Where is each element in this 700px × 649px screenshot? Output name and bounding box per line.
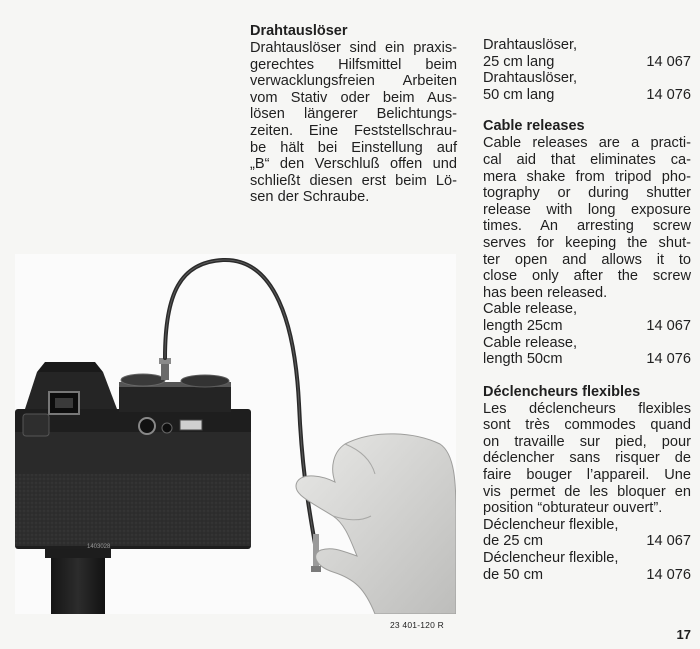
english-line: serves for keeping the shut- — [483, 234, 691, 251]
german-line: zeiten. Eine Feststellschrau- — [250, 122, 457, 139]
shutter-dial — [121, 374, 165, 386]
rewind-crank — [181, 375, 229, 387]
german-section — [250, 22, 457, 206]
german-line: Drahtauslöser sind ein praxis- — [250, 40, 457, 56]
english-paragraph — [483, 135, 691, 367]
item-number: 14 067 — [646, 317, 691, 334]
camera-illustration — [15, 254, 456, 614]
french-line: faire bouger l’appareil. Une — [483, 467, 691, 484]
german-line: gerechtes Hilfsmittel beim — [250, 56, 457, 73]
german-heading: Drahtauslöser — [250, 23, 348, 39]
french-line: sont très commodes quand — [483, 417, 691, 434]
german-line: „B“ den Verschluß offen und — [250, 156, 457, 173]
item-name: Cable release, — [483, 334, 578, 351]
page-number: 17 — [676, 627, 691, 642]
german-line: be hält bei Einstellung auf — [250, 139, 457, 156]
item-number: 14 067 — [646, 53, 691, 70]
item-number: 14 067 — [646, 533, 691, 550]
item-name: Drahtauslöser, — [483, 37, 578, 53]
french-paragraph — [483, 401, 691, 584]
english-heading: Cable releases — [483, 118, 585, 135]
english-line: ter open and allows it to — [483, 251, 691, 268]
french-heading: Déclencheurs flexibles — [483, 383, 641, 400]
english-line: times. An arresting screw — [483, 218, 691, 235]
english-line: close only after the screw — [483, 268, 691, 285]
item-name: length 50cm — [483, 351, 563, 368]
item-number: 14 076 — [646, 566, 691, 583]
item-number: 14 076 — [646, 351, 691, 368]
photo-caption: 23 401-120 R — [390, 620, 444, 630]
french-line: on travaille sur pied, pour — [483, 433, 691, 450]
item-name: de 50 cm — [483, 566, 544, 583]
camera-photo — [15, 254, 456, 614]
item-name: de 25 cm — [483, 533, 544, 550]
german-line: schließt diesen erst beim Lö- — [250, 172, 457, 189]
right-column — [483, 37, 691, 583]
english-line: tography or during shutter — [483, 185, 691, 202]
german-order-list — [483, 37, 691, 103]
french-line: déclencher sans risquer de — [483, 450, 691, 467]
item-name: length 25cm — [483, 317, 563, 334]
item-name: Déclencheur flexible, — [483, 550, 619, 567]
item-name: 50 cm lang — [483, 86, 555, 103]
french-line: Les déclencheurs flexibles — [483, 400, 691, 417]
french-line: vis permet de les bloquer en — [483, 483, 691, 500]
french-line: position “obturateur ouvert”. — [483, 500, 663, 517]
english-line: Cable releases are a practi- — [483, 135, 691, 152]
english-line: mera shake from tripod pho- — [483, 168, 691, 185]
english-line: has been released. — [483, 284, 608, 301]
camera-leatherette — [15, 474, 251, 546]
german-paragraph — [250, 40, 457, 206]
english-line: cal aid that eliminates ca- — [483, 151, 691, 168]
item-name: Cable release, — [483, 301, 578, 318]
german-line: sen der Schraube. — [250, 189, 370, 206]
item-number: 14 076 — [646, 86, 691, 103]
serial-engraving: 1403028 — [87, 544, 111, 550]
german-line: vom Stativ oder beim Aus- — [250, 89, 457, 106]
german-line: lösen längerer Belichtungs- — [250, 106, 457, 123]
tripod-column — [51, 554, 105, 614]
hand — [296, 434, 456, 614]
item-name: Drahtauslöser, — [483, 70, 578, 87]
german-line: verwacklungsfreien Arbeiten — [250, 73, 457, 90]
item-name: Déclencheur flexible, — [483, 516, 619, 533]
item-name: 25 cm lang — [483, 53, 555, 70]
release-socket — [161, 362, 169, 380]
english-line: release with long exposure — [483, 201, 691, 218]
